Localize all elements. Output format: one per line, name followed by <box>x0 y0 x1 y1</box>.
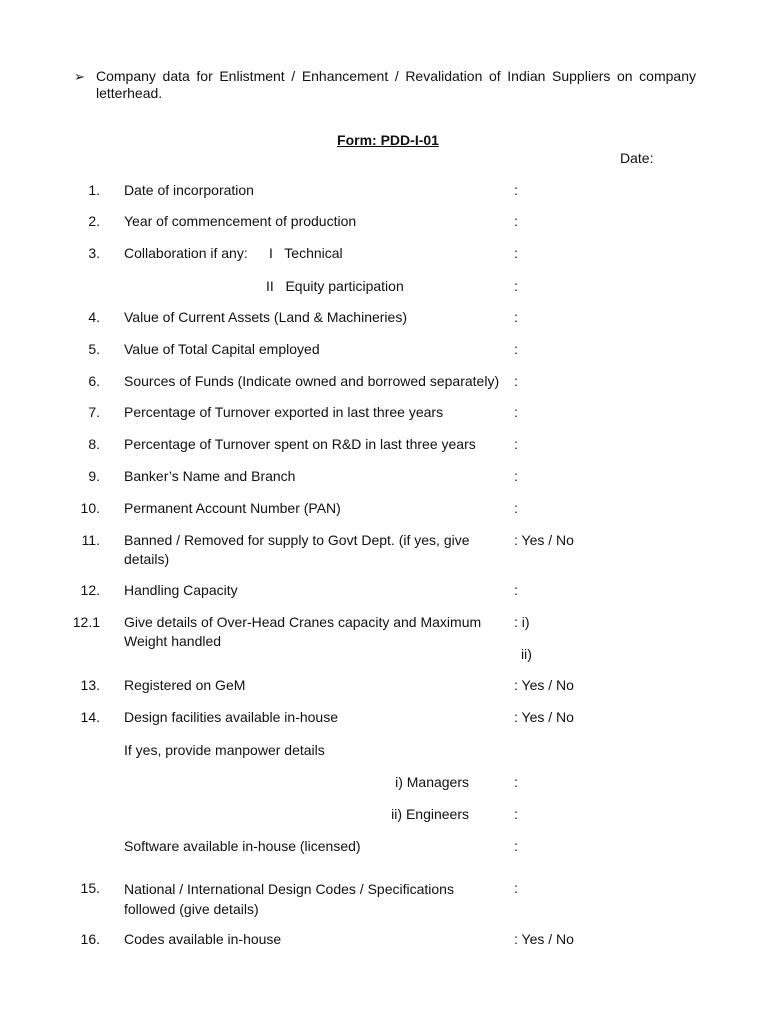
arrow-bullet-icon: ➢ <box>74 69 85 84</box>
item-label: Year of commencement of production <box>124 213 357 229</box>
item-value: : <box>514 774 518 790</box>
item-label: Percentage of Turnover spent on R&D in last three years <box>124 436 476 452</box>
item-value: : <box>514 582 518 598</box>
item-sublabel: II Equity participation <box>266 278 404 294</box>
item-value: : <box>514 278 518 294</box>
item-label: Banker’s Name and Branch <box>124 468 296 484</box>
item-value: : <box>514 838 518 854</box>
item-value: : i) <box>514 614 530 630</box>
item-label: Give details of Over-Head Cranes capacity and Maximum Weight handled <box>124 614 482 649</box>
item-value: : <box>514 404 518 420</box>
item-label: Sources of Funds (Indicate owned and borrowed separately) <box>124 373 500 389</box>
item-label: Registered on GeM <box>124 677 246 693</box>
item-value: : <box>514 500 518 516</box>
item-label: Design facilities available in-house <box>124 709 339 725</box>
intro-paragraph <box>74 68 696 102</box>
item-value: : Yes / No <box>514 532 574 548</box>
item-number: 3. <box>88 245 100 261</box>
item-value: : <box>514 436 518 452</box>
item-label: If yes, provide manpower details <box>124 742 325 758</box>
item-value: : <box>514 341 518 357</box>
item-number: 12.1 <box>72 614 100 630</box>
item-number: 16. <box>80 931 100 947</box>
item-number: 2. <box>88 213 100 229</box>
item-value: : <box>514 373 518 389</box>
item-label: Collaboration if any: <box>124 245 248 261</box>
item-value: : <box>514 245 518 261</box>
intro-text: Company data for Enlistment / Enhancement / Revalidation of Indian Suppliers on company letterhead. <box>96 68 696 101</box>
item-number: 1. <box>88 182 100 198</box>
item-label: Value of Total Capital employed <box>124 341 320 357</box>
item-value: : Yes / No <box>514 931 574 947</box>
item-number: 5. <box>88 341 100 357</box>
item-value: : <box>514 182 518 198</box>
item-label: Date of incorporation <box>124 182 254 198</box>
item-label: Handling Capacity <box>124 582 238 598</box>
item-label: Percentage of Turnover exported in last three years <box>124 404 444 420</box>
item-number: 6. <box>88 373 100 389</box>
item-value: : <box>514 309 518 325</box>
item-value: : Yes / No <box>514 677 574 693</box>
item-number: 12. <box>80 582 100 598</box>
item-value: : <box>514 806 518 822</box>
item-value-secondary: ii) <box>521 646 532 662</box>
item-number: 13. <box>80 677 100 693</box>
item-label: National / International Design Codes / Specifications followed (give details) <box>124 881 454 917</box>
item-sublabel: ii) Engineers <box>391 806 469 822</box>
item-label: Value of Current Assets (Land & Machineries) <box>124 309 407 325</box>
item-number: 8. <box>88 436 100 452</box>
item-value: : <box>514 880 518 896</box>
item-number: 11. <box>81 532 100 548</box>
item-sublabel: I Technical <box>269 245 343 261</box>
item-number: 9. <box>88 468 100 484</box>
date-label: Date: <box>620 150 654 166</box>
item-value: : <box>514 213 518 229</box>
item-label: Permanent Account Number (PAN) <box>124 500 341 516</box>
item-number: 14. <box>80 709 100 725</box>
item-label: Banned / Removed for supply to Govt Dept. (if yes, give details) <box>124 532 470 567</box>
item-number: 4. <box>88 309 100 325</box>
item-value: : Yes / No <box>514 709 574 725</box>
item-sublabel: i) Managers <box>395 774 469 790</box>
item-number: 15. <box>80 880 100 896</box>
item-number: 7. <box>88 404 100 420</box>
item-value: : <box>514 468 518 484</box>
item-label: Software available in-house (licensed) <box>124 838 361 854</box>
item-label: Codes available in-house <box>124 931 282 947</box>
item-number: 10. <box>80 500 100 516</box>
form-title: Form: PDD-I-01 <box>337 132 439 148</box>
